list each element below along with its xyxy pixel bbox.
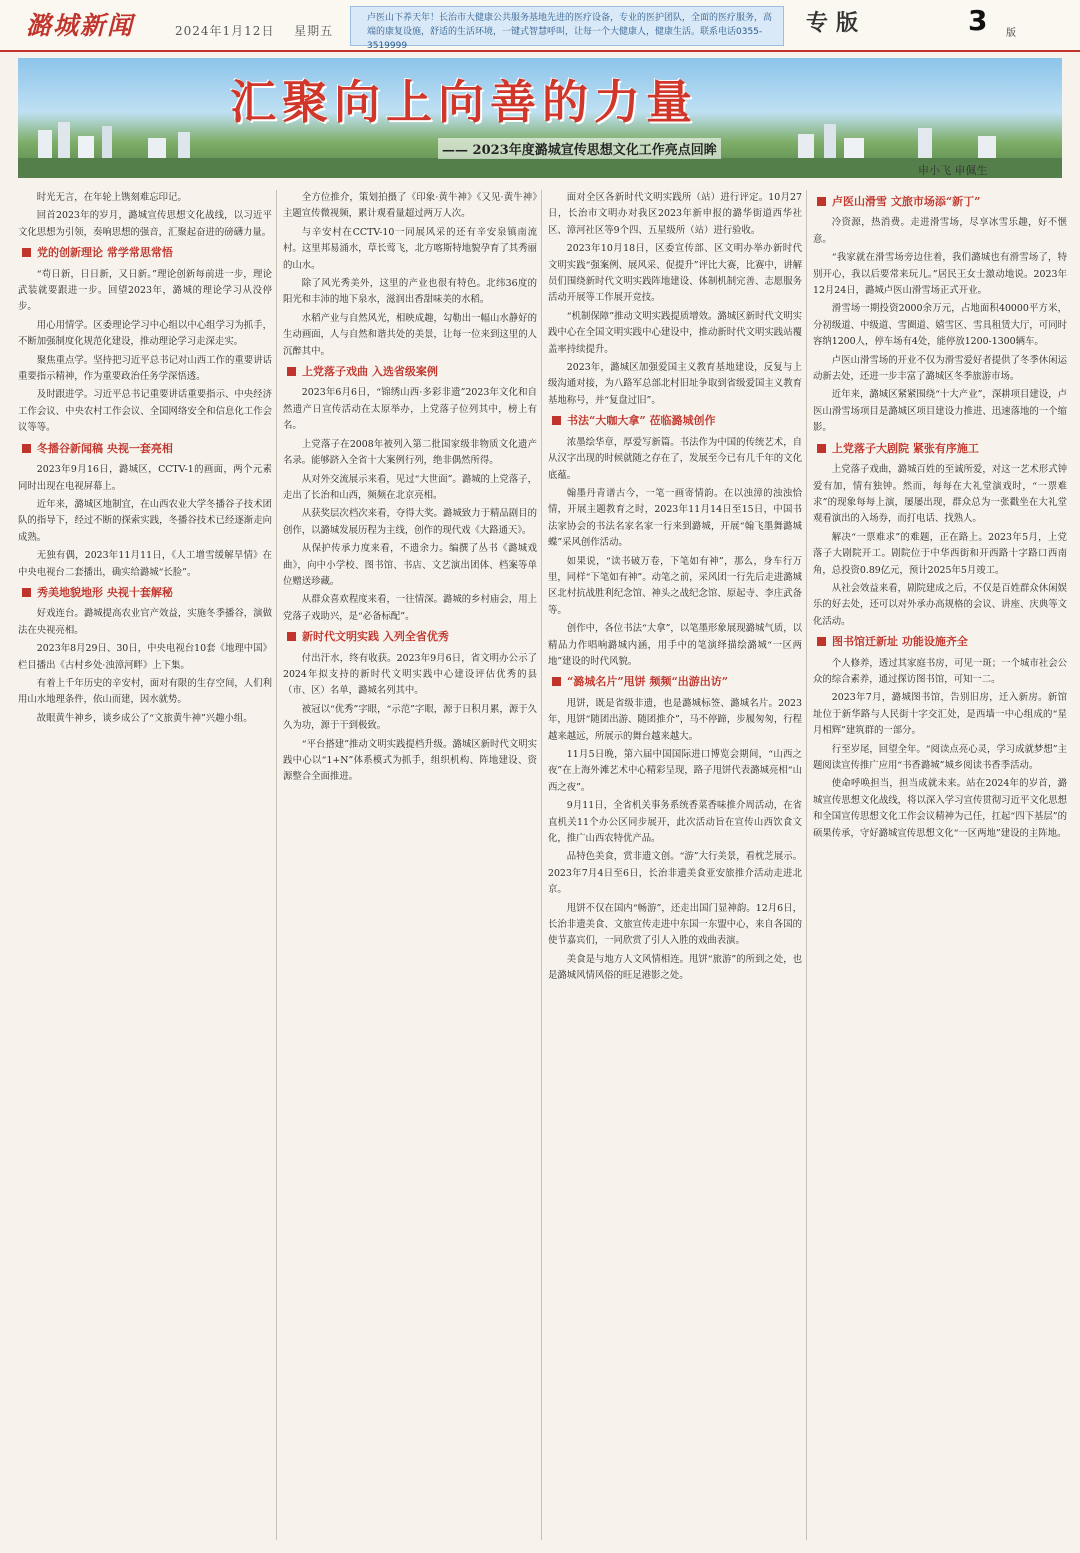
paragraph: 11月5日晚，第六届中国国际进口博览会期间，“山西之夜”在上海外滩艺术中心精彩呈现，路子甩饼代表潞城亮相“山西之夜”。 [548,749,802,793]
square-bullet-icon [22,444,31,453]
section-label: 专版 [806,10,867,36]
main-headline: 汇聚向上向善的力量 [230,75,698,129]
paragraph: 2023年10月18日，区委宣传部、区文明办举办新时代文明实践“强案例、展风采、促提升”评比大赛，比赛中，讲解员们围绕新时代文明实践阵地建设、体制机制完善、志愿服务活动开展等工作展开竞技。 [548,243,802,304]
paragraph: 上党落子戏曲，潞城百姓的至诚所爱，对这一艺术形式钟爱有加，情有独钟。然而，每每在大礼堂演戏时，“一票难求”的现象每每上演，屡屡出现，群众总为一张戳坐在大礼堂观看演出的入场券，而打电话、找熟人。 [813,464,1067,525]
paragraph: “机制保障”推动文明实践提质增效。潞城区新时代文明实践中心在全国文明实践中心建设中，推动新时代文明实践站覆盖率持续提升。 [548,310,802,355]
headline-banner [18,58,1062,178]
subheading-text: 书法“大咖大拿” 莅临潞城创作 [567,414,716,428]
subheading [548,674,802,690]
subheading-text: 上党落子戏曲 入选省级案例 [302,365,438,379]
paragraph: 如果说，“读书破万卷，下笔如有神”，那么，身车行万里，同样“下笔如有神”。动笔之前，采风团一行先后走进潞城区北村抗战胜利纪念馆、神头之战纪念馆、原起寺、李庄武备等。 [548,555,802,616]
paragraph: “平台搭建”推动文明实践提档升级。潞城区新时代文明实践中心以“1+N”体系模式为抓手，组织机构、阵地建设、资源整合全面推进。 [283,738,537,783]
square-bullet-icon [552,677,561,686]
square-bullet-icon [817,444,826,453]
paragraph: 美食是与地方人文风情相连。甩饼“旅游”的所到之处，也是潞城风情风俗的旺足港影之处。 [548,953,802,982]
column-divider [276,190,277,1540]
paragraph: 甩饼不仅在国内“畅游”，还走出国门显神韵。12月6日，长治非遗美食、文旅宣传走进中东国一东盟中心，来自各国的使节嘉宾们，一同欣赏了引人入胜的戏曲表演。 [548,902,802,947]
subheading [548,413,802,429]
subheading-text: 图书馆迁新址 功能设施齐全 [832,635,968,649]
paragraph: 从群众喜欢程度来看，一往情深。潞城的乡村庙会，用上党落子戏助兴，是“必备标配”。 [283,594,537,622]
subheading-text: 新时代文明实践 入列全省优秀 [302,630,449,644]
paragraph: 使命呼唤担当，担当成就未来。站在2024年的岁首，潞城宣传思想文化战线，将以深入学习宣传贯彻习近平文化思想和全国宣传思想文化工作会议精神为己任，扛起“四下基层”的硕果传承，守好潞城宣传思想文化“一区两地”建设的主阵地。 [813,778,1067,839]
paragraph: 2023年7月，潞城图书馆，告别旧房，迁入新房。新馆址位于新华路与人民街十字交汇处，是西墙一中心组成的“星月相辉”建筑群的一部分。 [813,692,1067,737]
square-bullet-icon [552,416,561,425]
paragraph: 浓墨绘华章，厚爱写新篇。书法作为中国的传统艺术，自从汉字出现的时候就随之存在了，发展至今已有几千年的文化底蕴。 [548,436,802,481]
paragraph: 付出汗水，终有收获。2023年9月6日，省文明办公示了2024年拟支持的新时代文明实践中心建设评估优秀的县（市、区）名单，潞城名列其中。 [283,652,537,697]
paragraph: 9月11日，全省机关事务系统香菜香味推介周活动，在省直机关11个办公区同步展开，此次活动旨在宣传山西饮食文化，推广山西农特优产品。 [548,800,802,845]
square-bullet-icon [287,632,296,641]
page-number: 3 [968,4,988,37]
subheading-text: 秀美地貌地形 央视十套解秘 [37,585,173,599]
paragraph: 有着上千年历史的辛安村，面对有限的生存空间，人们利用山水地理条件，依山而建，因水就势。 [18,677,272,706]
paragraph: 2023年，潞城区加强爱国主义教育基地建设，反复与上级沟通对接，为八路军总部北村旧址争取到省级爱国主义教育基地称号，并“复盘过旧”。 [548,362,802,406]
advertisement-box [350,6,784,51]
subheading-text: “潞城名片”甩饼 频频“出游出访” [567,675,729,689]
paragraph: 上党落子在2008年被列入第二批国家级非物质文化遗产名录。能够跻入全省十大案例行列，绝非偶然所得。 [283,438,537,467]
paragraph: 无独有偶，2023年11月11日，《人工增雪缓解旱情》在中央电视台二套播出，确实给潞城“长脸”。 [18,550,272,578]
paragraph: 用心用情学。区委理论学习中心组以中心组学习为抓手，不断加强制度化规范化建设，推动理论学习走深走实。 [18,319,272,348]
newspaper-logo: 潞城新闻 [26,11,135,40]
article-column-3 [548,190,802,1540]
paragraph: 全方位推介，策划拍摄了《印象·黄牛神》《又见·黄牛神》主题宣传微视频，累计观看量超过两万人次。 [283,192,537,220]
paragraph: 2023年9月16日，潞城区，CCTV-1的画面，两个元素同时出现在电视屏幕上。 [18,464,272,492]
paragraph: 故眼黄牛神乡，谈乡成公了“文旅黄牛神”兴趣小组。 [36,712,253,724]
headline-subtitle: —— 2023年度潞城宣传思想文化工作亮点回眸 [438,138,721,159]
masthead [0,0,1080,52]
paragraph: 近年来，潞城区紧紧围绕“十大产业”，深耕项目建设，卢医山滑雪场项目是潞城区项目建设力推进、迅速落地的一个缩影。 [813,389,1067,434]
paragraph: 2023年6月6日，“锦绣山西·多彩非遗”2023年文化和自然遗产日宣传活动在太原举办，上党落子位列其中，榜上有名。 [283,387,537,432]
paragraph: 从对外交流展示来看，见过“大世面”。潞城的上党落子，走出了长治和山西，频频在北京亮相。 [283,473,537,501]
subheading [283,364,537,380]
paragraph: 创作中，各位书法“大拿”，以笔墨形象展现潞城气质，以精品力作唱响潞城内涵，用手中的笔演绎描绘潞城“一区两地”建设的时代风貌。 [548,623,802,667]
column-divider [806,190,807,1540]
issue-weekday: 星期五 [294,24,334,38]
paragraph: 好戏连台。潞城提高农业官产效益，实施冬季播谷，演做法在央视亮相。 [18,608,272,636]
square-bullet-icon [287,367,296,376]
paragraph: 解决“一票难求”的难题，正在路上。2023年5月，上党落子大剧院开工。剧院位于中华西街和开西路十字路口西南角，总投资0.89亿元，预计2025年5月竣工。 [813,531,1067,576]
paragraph: 从获奖层次档次来看，夺得大奖。潞城致力于精品剧目的创作，以潞城发展历程为主线，创作的现代戏《大路通天》。 [283,508,537,536]
subheading-text: 卢医山滑雪 文旅市场添“新丁” [832,195,981,208]
paragraph: 卢医山滑雪场的开业不仅为滑雪爱好者提供了冬季休闲运动新去处，还进一步丰富了潞城区冬季旅游市场。 [813,354,1067,383]
subheading-text: 上党落子大剧院 紧张有序施工 [832,441,979,455]
paragraph: 面对全区各新时代文明实践所（站）进行评定。10月27日，长治市文明办对我区2023年新申报的潞华街道西华社区、漳河社区等9个四、五星级所（站）进行验收。 [548,192,802,236]
square-bullet-icon [22,588,31,597]
column-divider [541,190,542,1540]
paragraph: 与辛安村在CCTV-10一同展风采的还有辛安泉镇南流村。这里邦易涌水，草长莺飞，北方喀斯特地貌孕育了其秀丽的山水。 [283,226,537,271]
paragraph: 被冠以“优秀”字眼，“示范”字眼，源于日积月累，源于久久为功，源于干到极致。 [283,703,537,732]
paragraph: 翰墨丹青谱古今，一笔一画寄情韵。在以浊漳的浊浊恰情，开展主题教育之时，2023年11月14日至15日，中国书法家协会的书法名家名家一行来到潞城，开展“翰飞墨舞潞城蝶”采风创作活动。 [548,487,802,549]
paragraph: 甩饼，既是省级非遗，也是潞城标签、潞城名片。2023年，甩饼“随团出游、随团推介”，马不停蹄，步履匆匆，行程越来越远，所展示的舞台越来越大。 [548,697,802,742]
paragraph: 聚焦重点学。坚持把习近平总书记对山西工作的重要讲话重要指示精神，作为重要政治任务学深悟透。 [18,354,272,383]
subheading-text: 党的创新理论 常学常思常悟 [37,246,173,260]
subheading [18,585,272,601]
square-bullet-icon [22,248,31,257]
article-column-4 [813,190,1067,1540]
paragraph: 时光无言，在年轮上镌刻难忘印记。 [36,192,187,203]
article-column-2 [283,190,537,1540]
paragraph: 2023年8月29日、30日，中央电视台10套《地理中国》栏目播出《古村乡处·浊漳河畔》上下集。 [18,643,272,671]
subheading [813,441,1067,457]
subheading [813,634,1067,650]
issue-date: 2024年1月12日 [175,24,275,38]
paragraph: 滑雪场一期投资2000余万元，占地面积40000平方米，分初级道、中级道、雪圈道、嬉雪区、雪具租赁大厅，可同时容纳1200人，停车场有4处，能停放1200-1300辆车。 [813,303,1067,348]
subheading [18,441,272,457]
paragraph: 水稻产业与自然风光，相映成趣，勾勒出一幅山水静好的生动画面，人与自然和谐共处的美景，让每一位来到这里的人沉醉其中。 [283,312,537,357]
paragraph: “我家就在滑雪场旁边住着，我们潞城也有滑雪场了，特别开心，我以后要常来玩儿。”居民王女士激动地说。2023年12月24日，潞城卢医山滑雪场正式开业。 [813,252,1067,297]
paragraph: 从保护传承力度来看，不遗余力。编撰了丛书《潞城戏曲》，向中小学校、图书馆、书店、文艺演出团体、档案等单位赠送珍藏。 [283,543,537,587]
page-number-suffix: 版 [1006,28,1016,39]
paragraph: 近年来，潞城区地制宜，在山西农业大学冬播谷子技术团队的指导下，经过不断的探索实践，冬播谷技术已经逐渐走向成熟。 [18,498,272,543]
paragraph: 行至岁尾，回望全年。“阅读点亮心灵，学习成就梦想”主题阅读宣传推广应用“书香潞城”城乡阅读书香季活动。 [813,743,1067,771]
paragraph: 冷资源，热消费。走进滑雪场，尽享冰雪乐趣，好不惬意。 [813,217,1067,245]
subheading [283,629,537,645]
paragraph: 回首2023年的岁月，潞城宣传思想文化战线，以习近平文化思想为引领，奏响思想的强音，汇聚起奋进的磅礴力量。 [18,210,272,238]
byline: 申小飞 申佩生 [918,164,988,177]
paragraph: 除了风光秀美外，这里的产业也很有特色。北纬36度的阳光和丰沛的地下泉水，滋润出香甜味美的水稻。 [283,278,537,306]
advertisement-text: 卢医山下养天年！长治市大健康公共服务基地先进的医疗设备，专业的医护团队，全面的医疗服务，高端的康复设施，舒适的生活环境，一键式智慧呼叫，让每一个大健康人，健康生活。联系电话0355-3519999 [367,13,773,51]
paragraph: 及时跟进学。习近平总书记重要讲话重要指示、中央经济工作会议、中央农村工作会议、全国网络安全和信息化工作会议等等。 [18,389,272,434]
subheading-text: 冬播谷新闻稿 央视一套亮相 [37,441,173,455]
subheading [813,194,1067,210]
paragraph: 个人修养，透过其家庭书房，可见一斑；一个城市社会公众的综合素养，通过探访图书馆，可知一二。 [813,657,1067,685]
square-bullet-icon [817,197,826,206]
article-column-1 [18,190,272,1540]
paragraph: 从社会效益来看，剧院建成之后，不仅是百姓群众休闲娱乐的好去处，还可以对外承办高规格的会议、讲座、庆典等文化活动。 [813,582,1067,627]
paragraph: 品特色美食，赏非遗文创。“游”大行美景，看枕芝展示。2023年7月4日至6日，长治非遗美食亚安旅推介活动走进北京。 [548,851,802,896]
dateline [175,22,333,39]
paragraph: “苟日新，日日新，又日新。”理论创新每前进一步，理论武装就要跟进一步。回望2023年，潞城的理论学习从没停步。 [18,268,272,313]
square-bullet-icon [817,637,826,646]
subheading [18,245,272,261]
